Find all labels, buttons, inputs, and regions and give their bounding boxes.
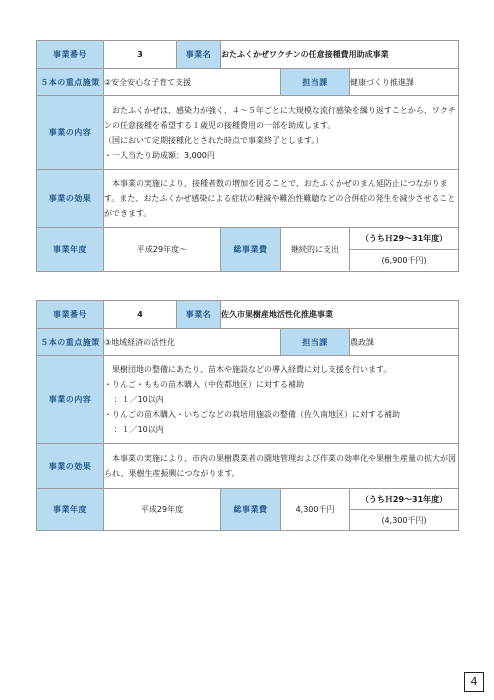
- label-year: 事業年度: [37, 489, 104, 531]
- content-rate: ：１／10以内: [113, 425, 164, 434]
- label-name: 事業名: [177, 301, 221, 329]
- content-item: ・りんごの苗木購入・いちごなどの栽培用施設の整備（佐久南地区）に対する補助: [104, 410, 400, 419]
- project-table-3: [36, 40, 459, 272]
- content-para: 果樹団地の整備にあたり、苗木や施設などの導入経費に対し支援を行います。: [112, 365, 392, 374]
- effect-para: 本事業の実施により、接種者数の増加を図ることで、おたふくかぜのまん延防止につながります。また、おたふくかぜ感染による症状の軽減や難治性難聴などの合併症の発生を減少させることができます。: [104, 179, 456, 218]
- label-content: 事業の内容: [37, 96, 104, 170]
- label-dept: 担当課: [281, 69, 350, 96]
- effect-para: 本事業の実施により、市内の果樹農業者の園地管理および作業の効率化や果樹生産量の拡大が図られ、果樹生産振興につながります。: [104, 454, 456, 478]
- range-value: (6,900千円): [350, 250, 459, 272]
- content-item: ・りんご・ももの苗木購入（中佐都地区）に対する補助: [104, 380, 304, 389]
- range-label: （うちＨ29～31年度）: [350, 489, 459, 510]
- project-name: 佐久市果樹産地活性化推進事業: [221, 301, 459, 329]
- content-note: （国において定期接種化とされた時点で事業終了とします。）: [104, 135, 324, 145]
- project-name: おたふくかぜワクチンの任意接種費用助成事業: [221, 41, 459, 69]
- project-table-4: [36, 300, 459, 531]
- content-text: [104, 356, 459, 444]
- content-text: [104, 96, 459, 170]
- label-content: 事業の内容: [37, 356, 104, 444]
- label-effect: 事業の効果: [37, 444, 104, 489]
- range-value: (4,300千円): [350, 510, 459, 531]
- policy-value: ②安全安心な子育て支援: [104, 69, 281, 96]
- content-rate: ：１／10以内: [113, 395, 164, 404]
- label-number: 事業番号: [37, 301, 104, 329]
- label-effect: 事業の効果: [37, 170, 104, 228]
- label-policy: ５本の重点施策: [37, 69, 104, 96]
- dept-value: 農政課: [350, 329, 459, 356]
- effect-text: [104, 444, 459, 489]
- range-label: （うちＨ29～31年度）: [350, 228, 459, 250]
- label-number: 事業番号: [37, 41, 104, 69]
- year-value: 平成29年度: [104, 489, 221, 531]
- year-value: 平成29年度～: [104, 228, 221, 272]
- label-dept: 担当課: [281, 329, 350, 356]
- label-year: 事業年度: [37, 228, 104, 272]
- label-cost: 総事業費: [221, 489, 281, 531]
- label-name: 事業名: [177, 41, 221, 69]
- dept-value: 健康づくり推進課: [350, 69, 459, 96]
- content-para: おたふくかぜは、感染力が強く、４～５年ごとに大規模な流行感染を繰り返すことから、ワクチンの任意接種を希望する１歳児の接種費用の一部を助成します。: [104, 105, 456, 130]
- cost-value: 継続的に支出: [281, 228, 350, 272]
- policy-value: ③地域経済の活性化: [104, 329, 281, 356]
- page-number: 4: [464, 672, 484, 692]
- effect-text: [104, 170, 459, 228]
- content-item: ・一人当たり助成額：3,000円: [104, 150, 215, 160]
- project-number: 3: [104, 41, 177, 69]
- cost-value: 4,300千円: [281, 489, 350, 531]
- label-policy: ５本の重点施策: [37, 329, 104, 356]
- label-cost: 総事業費: [221, 228, 281, 272]
- project-number: 4: [104, 301, 177, 329]
